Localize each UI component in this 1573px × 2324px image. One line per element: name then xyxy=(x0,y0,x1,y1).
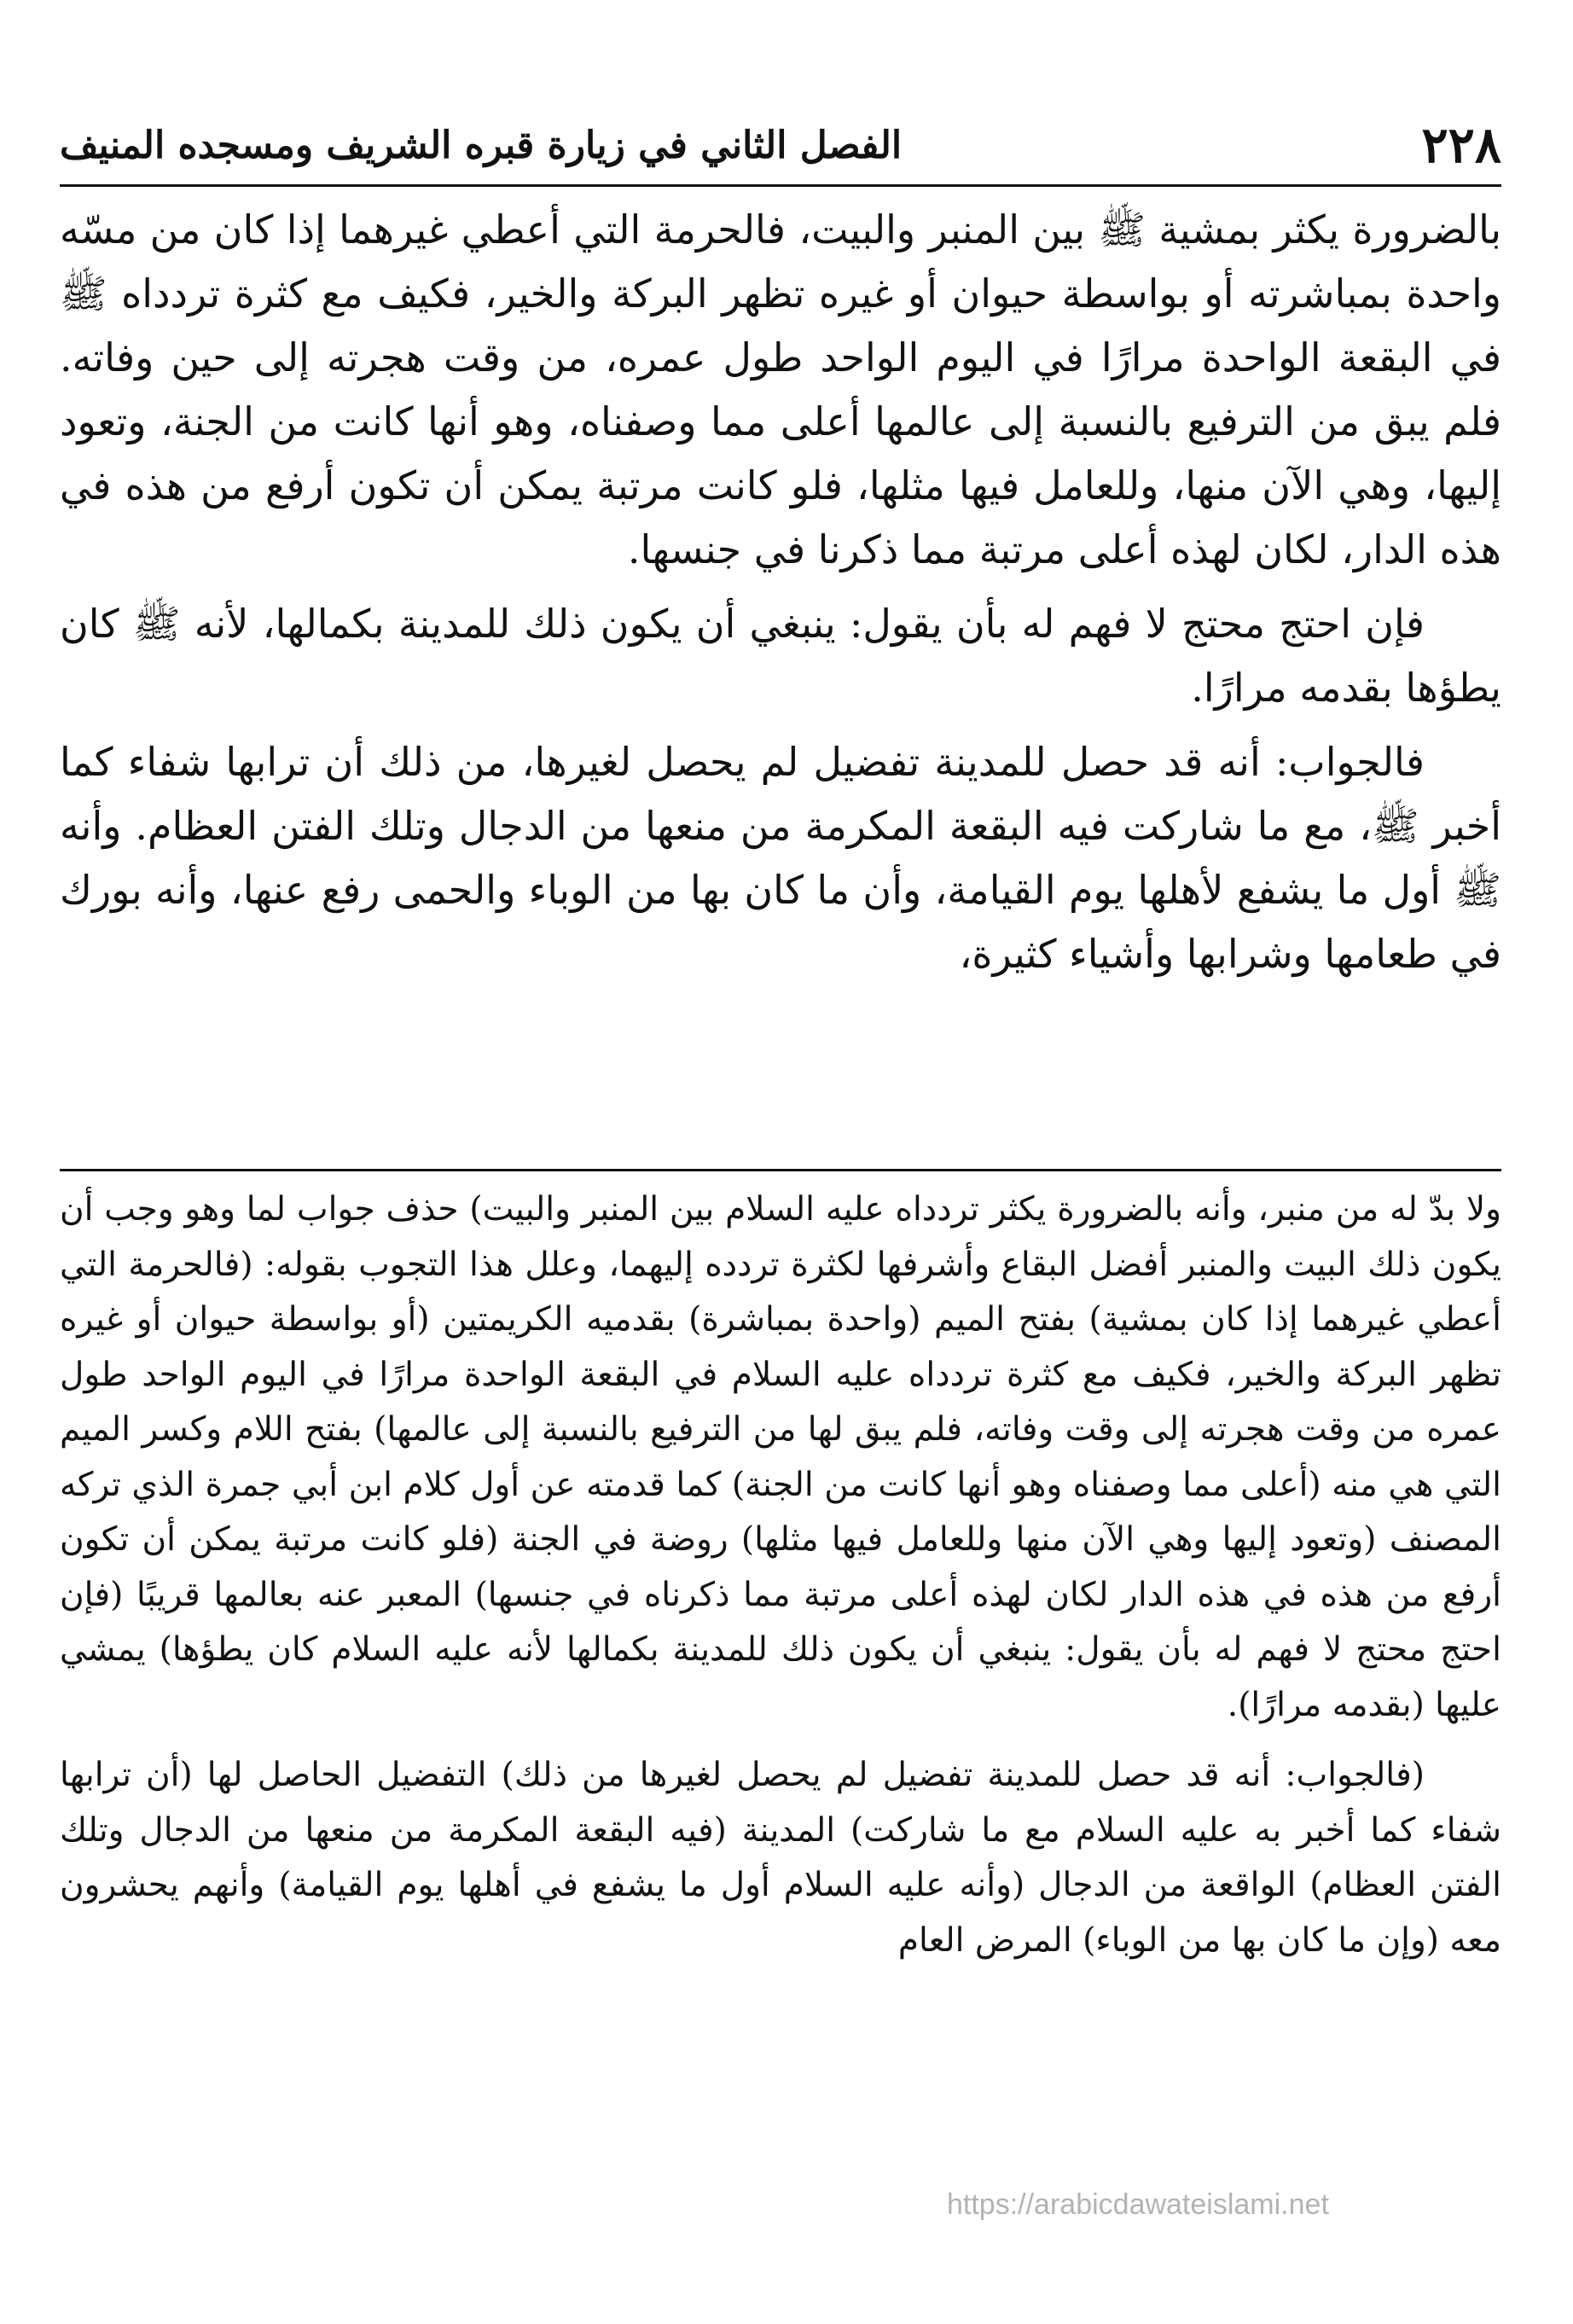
main-paragraph: بالضرورة يكثر بمشية ﷺ بين المنبر والبيت، فالحرمة التي أعطي غيرهما إذا كان من مسّه واحدة بمباشرته أو بواسطة حيوان أو غيره تظهر البركة والخير، فكيف مع كثرة تردداه ﷺ في البقعة الواحدة مرارًا في اليوم الواحد طول عمره، من وقت هجرته إلى حين وفاته. فلم يبق من الترفيع بالنسبة إلى عالمها أعلى مما وصفناه، وهو أنها كانت من الجنة، وتعود إليها، وهي الآن منها، وللعامل فيها مثلها، فلو كانت مرتبة يمكن أن تكون أرفع من هذه في هذه الدار، لكان لهذه أعلى مرتبة مما ذكرنا في جنسها. xyxy=(60,206,1501,572)
watermark: https://arabicdawateislami.net xyxy=(947,2188,1329,2221)
footnote-separator xyxy=(60,1169,1501,1171)
book-page xyxy=(60,0,1501,2324)
header-rule xyxy=(60,184,1501,187)
commentary-paragraph: ولا بدّ له من منبر، وأنه بالضرورة يكثر تردداه عليه السلام بين المنبر والبيت) حذف جواب لما وهو وجب أن يكون ذلك البيت والمنبر أفضل البقاع وأشرفها لكثرة تردده إليهما، وعلل هذا التجوب بقوله: (فالحرمة التي أعطي غيرهما إذا كان بمشية) بفتح الميم (واحدة بمباشرة) بقدميه الكريمتين (أو بواسطة حيوان أو غيره تظهر البركة والخير، فكيف مع كثرة تردداه عليه السلام في البقعة الواحدة مرارًا في اليوم الواحد طول عمره من وقت هجرته إلى وقت وفاته، فلم يبق لها من الترفيع بالنسبة إلى عالمها) بفتح اللام وكسر الميم التي هي منه (أعلى مما وصفناه وهو أنها كانت من الجنة) كما قدمته عن أول كلام ابن أبي جمرة الذي تركه المصنف (وتعود إليها وهي الآن منها وللعامل فيها مثلها) روضة في الجنة (فلو كانت مرتبة يمكن أن تكون أرفع من هذه في هذه الدار لكان لهذه أعلى مرتبة مما ذكرناه في جنسها) المعبر عنه بعالمها قريبًا (فإن احتج محتج لا فهم له بأن يقول: ينبغي أن يكون ذلك للمدينة بكمالها لأنه عليه السلام كان يطؤها) يمشي عليها (بقدمه مرارًا). xyxy=(60,1190,1501,1724)
running-title: الفصل الثاني في زيارة قبره الشريف ومسجده المنيف xyxy=(60,123,903,167)
main-text xyxy=(60,198,1501,996)
page-number: ٢٢٨ xyxy=(1421,116,1501,174)
main-paragraph: فإن احتج محتج لا فهم له بأن يقول: ينبغي أن يكون ذلك للمدينة بكمالها، لأنه ﷺ كان يطؤها بقدمه مرارًا. xyxy=(60,601,1501,711)
page-header xyxy=(60,111,1501,179)
commentary-paragraph: (فالجواب: أنه قد حصل للمدينة تفضيل لم يحصل لغيرها من ذلك) التفضيل الحاصل لها (أن ترابها شفاء كما أخبر به عليه السلام مع ما شاركت) المدينة (فيه البقعة المكرمة من منعها من الدجال وتلك الفتن العظام) الواقعة من الدجال (وأنه عليه السلام أول ما يشفع في أهلها يوم القيامة) وأنهم يحشرون معه (وإن ما كان بها من الوباء) المرض العام xyxy=(60,1756,1501,1960)
commentary-text xyxy=(60,1182,1501,1984)
main-paragraph: فالجواب: أنه قد حصل للمدينة تفضيل لم يحصل لغيرها، من ذلك أن ترابها شفاء كما أخبر ﷺ، مع ما شاركت فيه البقعة المكرمة من منعها من الدجال وتلك الفتن العظام. وأنه ﷺ أول ما يشفع لأهلها يوم القيامة، وأن ما كان بها من الوباء والحمى رفع عنها، وأنه بورك في طعامها وشرابها وأشياء كثيرة، xyxy=(60,739,1501,977)
